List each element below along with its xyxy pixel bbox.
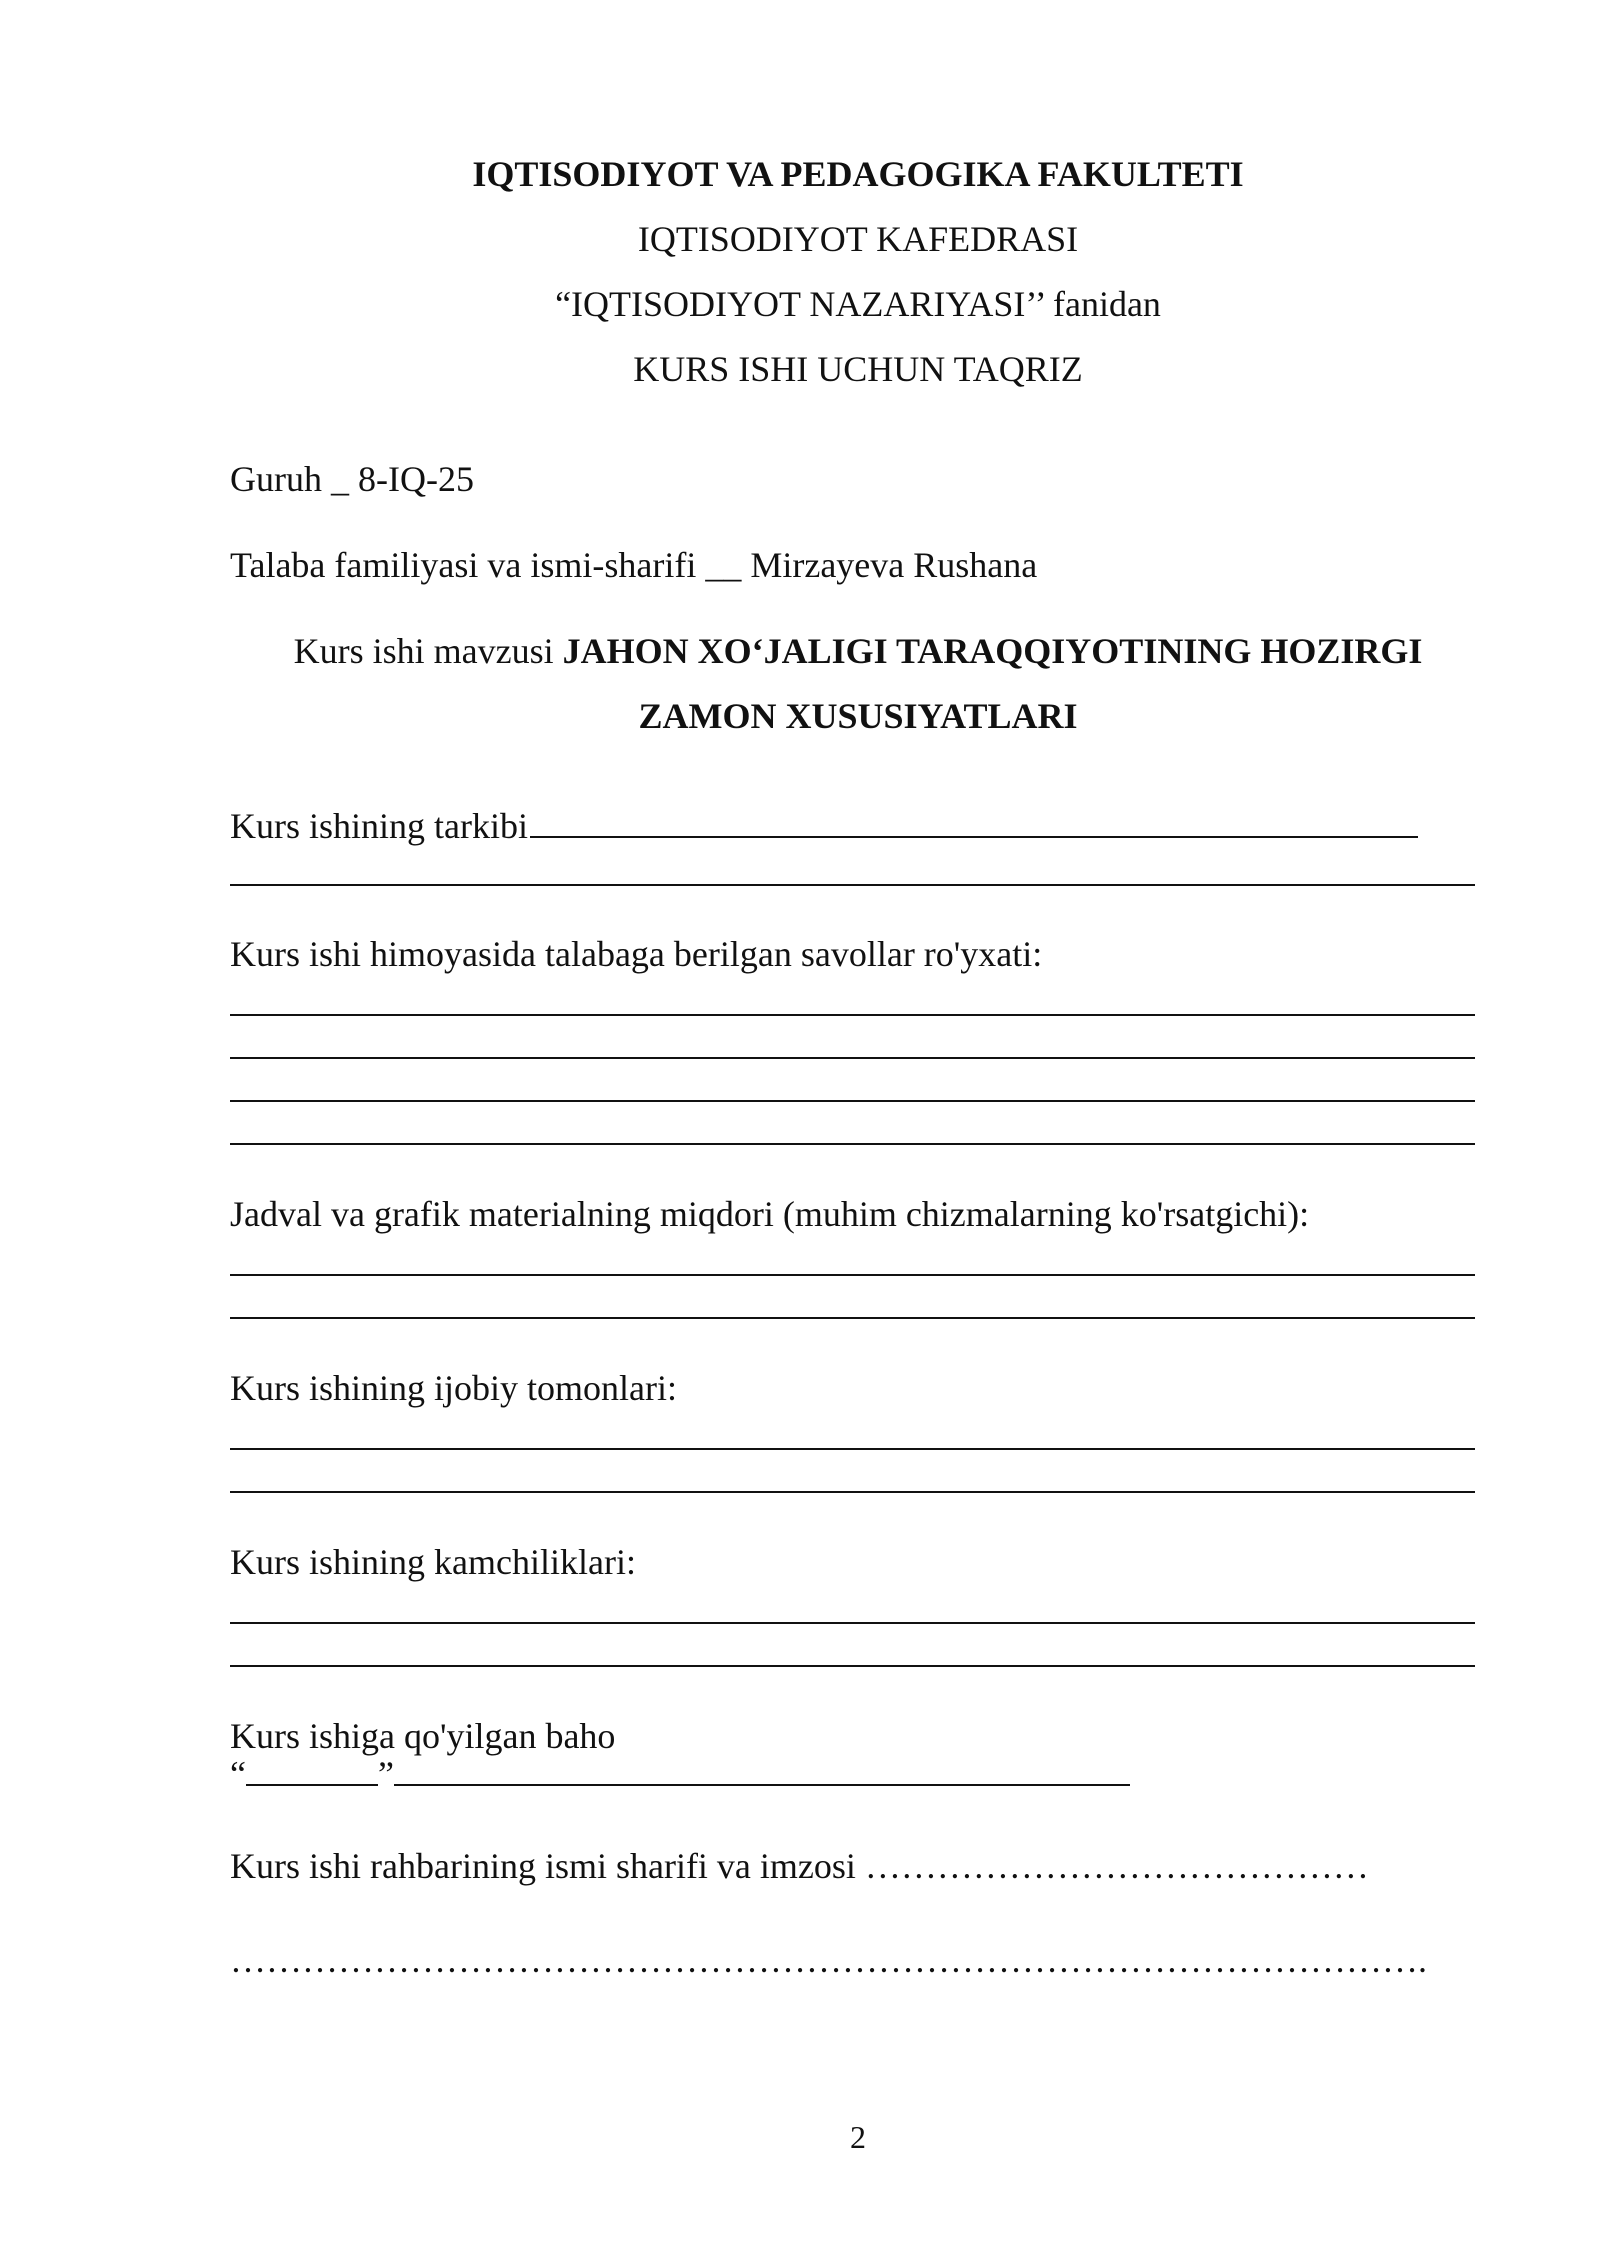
tables-label: Jadval va grafik materialning miqdori (muhim chizmalarning ko'rsatgichi):: [230, 1194, 1310, 1234]
page-number: 2: [850, 2119, 866, 2155]
shortcomings-line-2: [230, 1665, 1475, 1667]
student-label: Talaba familiyasi va ismi-sharifi __: [230, 545, 751, 585]
questions-line-2: [230, 1057, 1475, 1059]
questions-line-3: [230, 1100, 1475, 1102]
tables-line-1: [230, 1274, 1475, 1276]
faculty-title: IQTISODIYOT VA PEDAGOGIKA FAKULTETI: [472, 154, 1244, 194]
dotted-line: ……………………………………………………………………………………….: [230, 1940, 1427, 1980]
positives-line-2: [230, 1491, 1475, 1493]
composition-blank: [530, 802, 1418, 838]
positives-line-1: [230, 1448, 1475, 1450]
shortcomings-label: Kurs ishining kamchiliklari:: [230, 1542, 636, 1582]
grade-words-blank: [394, 1756, 1130, 1786]
composition-line: [230, 884, 1475, 886]
topic-text-1: JAHON XO‘JALIGI TARAQQIYOTINING HOZIRGI: [562, 631, 1423, 671]
topic-text-2: ZAMON XUSUSIYATLARI: [638, 696, 1078, 736]
student-field: [230, 543, 1037, 587]
positives-label: Kurs ishining ijobiy tomonlari:: [230, 1368, 677, 1408]
questions-line-4: [230, 1143, 1475, 1145]
composition-label: Kurs ishining tarkibi: [230, 806, 528, 846]
document-title: KURS ISHI UCHUN TAQRIZ: [633, 349, 1083, 389]
composition-field: [230, 802, 1418, 848]
grade-open-quote: “: [230, 1754, 246, 1794]
grade-label: Kurs ishiga qo'yilgan baho: [230, 1716, 616, 1756]
subject-title: “IQTISODIYOT NAZARIYASI’’ fanidan: [555, 284, 1161, 324]
department-title: IQTISODIYOT KAFEDRASI: [637, 219, 1079, 259]
group-field: Guruh _ 8-IQ-25: [230, 459, 474, 499]
tables-line-2: [230, 1317, 1475, 1319]
topic-label: Kurs ishi mavzusi: [293, 631, 563, 671]
shortcomings-line-1: [230, 1622, 1475, 1624]
questions-line-1: [230, 1014, 1475, 1016]
supervisor-field: Kurs ishi rahbarining ismi sharifi va imzosi ……………………………………: [230, 1846, 1369, 1886]
grade-value-blank: [246, 1756, 378, 1786]
grade-close-quote: ”: [377, 1754, 394, 1794]
questions-label: Kurs ishi himoyasida talabaga berilgan savollar ro'yxati:: [230, 934, 1043, 974]
topic-line-1: [0, 629, 1600, 673]
grade-field: [230, 1752, 1130, 1796]
student-name: Mirzayeva Rushana: [750, 545, 1038, 585]
